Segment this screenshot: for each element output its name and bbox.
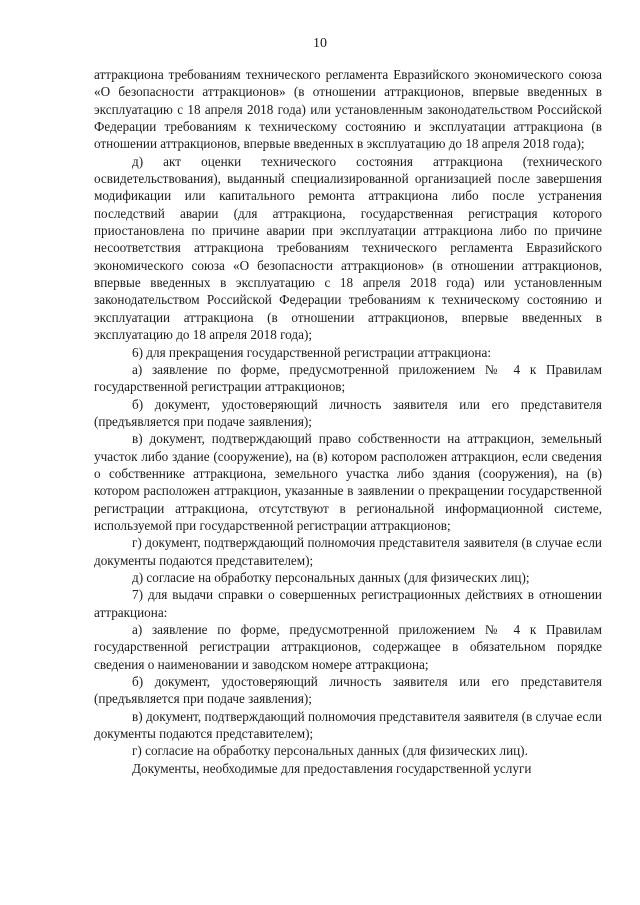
paragraph-documents-intro: Документы, необходимые для предоставления государственной услуги — [132, 760, 532, 776]
document-body — [94, 66, 602, 777]
paragraph-item-d-consent: д) согласие на обработку персональных данных (для физических лиц); — [132, 569, 530, 585]
paragraph-item-v-2: в) документ, подтверждающий полномочия представителя заявителя (в случае если документы подаются представителем); — [94, 708, 602, 742]
paragraph-section-6: 6) для прекращения государственной регистрации аттракциона: — [132, 344, 492, 360]
paragraph-section-7: 7) для выдачи справки о совершенных регистрационных действиях в отношении аттракциона: — [94, 587, 602, 620]
paragraph-item-b-2: б) документ, удостоверяющий личность заявителя или его представителя (предъявляется при подаче заявления); — [94, 674, 602, 707]
paragraph-item-a: а) заявление по форме, предусмотренной приложением № 4 к Правилам государственной регистрации аттракционов; — [94, 361, 602, 395]
paragraph-item-b: б) документ, удостоверяющий личность заявителя или его представителя (предъявляется при подаче заявления); — [94, 396, 602, 429]
paragraph-continuation: аттракциона требованиям технического регламента Евразийского экономического союза «О безопасности аттракционов» (в отношении аттракционов, впервые введенных в эксплуатацию с 18 апреля 2018 года) или установленным законодательством Российской Федерации требованиям к техническому состоянию и эксплуатации аттракциона (в отношении аттракционов, впервые введенных в эксплуатацию до 18 апреля 2018 года); — [94, 67, 602, 152]
paragraph-item-g: г) документ, подтверждающий полномочия представителя заявителя (в случае если документы подаются представителем); — [94, 535, 602, 568]
paragraph-item-a-2: а) заявление по форме, предусмотренной приложением № 4 к Правилам государственной регистрации аттракционов, содержащее в обязательном порядке сведения о наименовании и заводском номере аттракциона; — [94, 622, 602, 672]
paragraph-item-v: в) документ, подтверждающий право собственности на аттракцион, земельный участок либо здание (сооружение), на (в) котором расположен аттракцион, если сведения о собственнике аттракциона, земельного участка либо здания (сооружения), на (в) котором расположен аттракцион, указанные в заявлении о прекращении государственной регистрации аттракциона, отсутствуют в региональной информационной системе, используемой при государственной регистрации аттракционов; — [94, 431, 602, 533]
page-number: 10 — [313, 36, 327, 51]
paragraph-item-g-2: г) согласие на обработку персональных данных (для физических лиц). — [132, 743, 528, 759]
paragraph-item-d: д) акт оценки технического состояния аттракциона (технического освидетельствования), выданный специализированной организацией после завершения модификации или капитального ремонта аттракциона либо после устранения последствий аварии (для аттракциона, государственная регистрация которого приостановлена по причине аварии при эксплуатации аттракциона либо по причине несоответствия аттракциона требованиям технического регламента Евразийского экономического союза «О безопасности аттракционов» (в отношении аттракционов, впервые введенных в эксплуатацию с 18 апреля 2018 года) или установленным законодательством Российской Федерации требованиям к техническому состоянию и эксплуатации аттракциона (в отношении аттракционов, впервые введенных в эксплуатацию до 18 апреля 2018 года); — [94, 153, 602, 343]
